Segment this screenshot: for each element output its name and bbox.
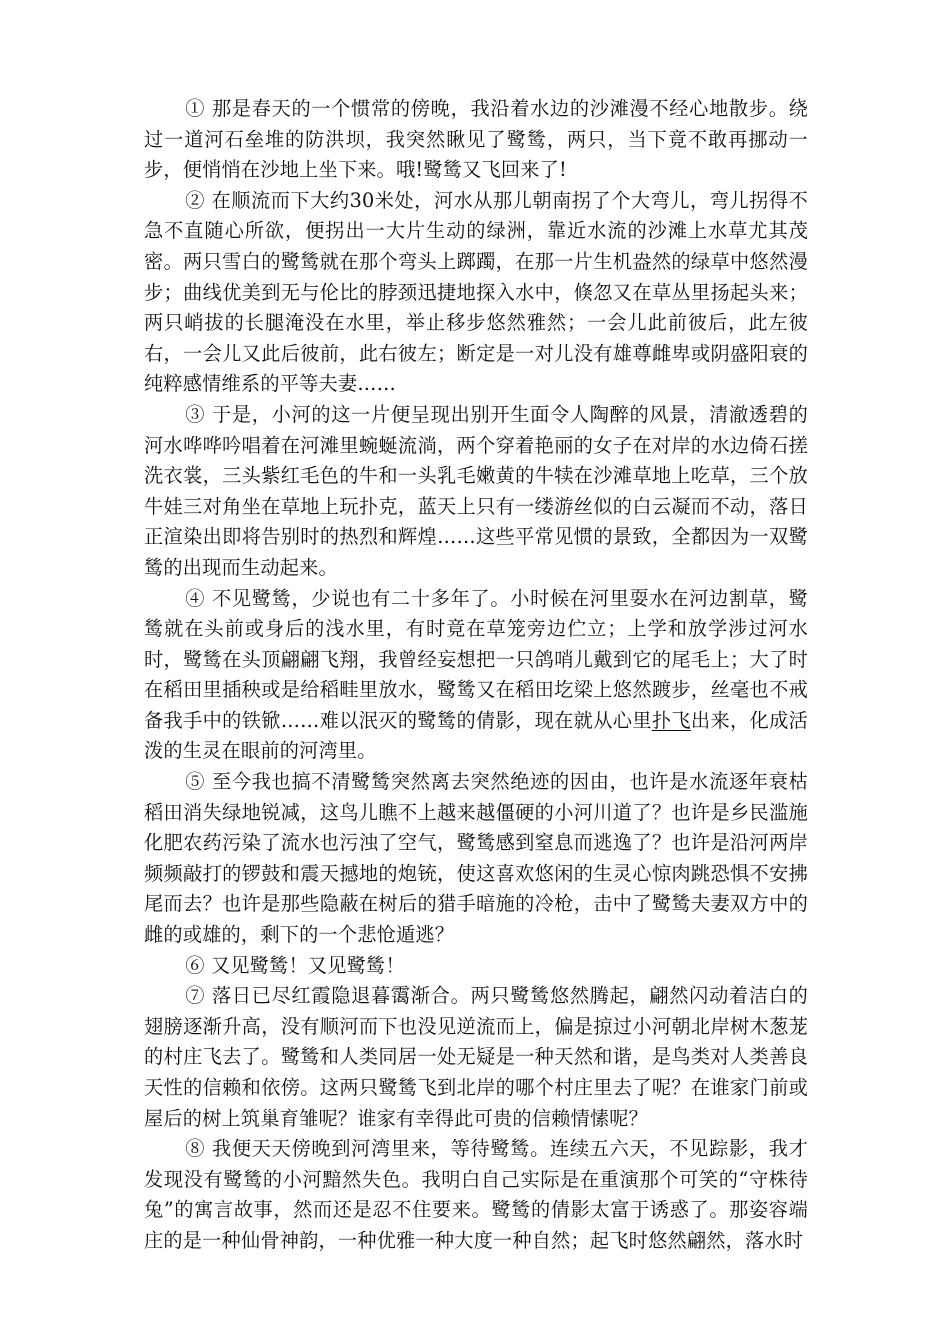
paragraph-4 xyxy=(144,584,808,768)
paragraph-6: ⑥ 又见鹭鸶！又见鹭鸶！ xyxy=(185,953,405,977)
paragraph-1: ① 那是春天的一个惯常的傍晚，我沿着水边的沙滩漫不经心地散步。绕过一道河石垒堆的防洪坝，我突然瞅见了鹭鸶，两只，当下竟不敢再挪动一步，便悄悄在沙地上坐下来。哦!鹭鸶又飞回来了! xyxy=(144,97,808,182)
paragraph-2: ② 在顺流而下大约30米处，河水从那儿朝南拐了个大弯儿，弯儿拐得不急不直随心所欲，便拐出一大片生动的绿洲，靠近水流的沙滩上水草尤其茂密。两只雪白的鹭鸶就在那个弯头上踯躅，在那一片生机盎然的绿草中悠然漫步；曲线优美到无与伦比的脖颈迅捷地探入水中，倏忽又在草丛里扬起头来；两只峭拔的长腿淹没在水里，举止移步悠然雅然；一会儿此前彼后，此左彼右，一会儿又此后彼前，此右彼左；断定是一对儿没有雄尊雌卑或阴盛阳衰的纯粹感情维系的平等夫妻…… xyxy=(144,188,808,396)
paragraph-3: ③ 于是，小河的这一片便呈现出别开生面令人陶醉的风景，清澈透碧的河水哗哗吟唱着在河滩里蜿蜒流淌，两个穿着艳丽的女子在对岸的水边倚石搓洗衣裳，三头紫红毛色的牛和一头乳毛嫩黄的牛犊在沙滩草地上吃草，三个放牛娃三对角坐在草地上玩扑克，蓝天上只有一缕游丝似的白云凝而不动，落日正渲染出即将告别时的热烈和辉煌……这些平常见惯的景致，全都因为一双鹭鸶的出现而生动起来。 xyxy=(144,402,808,579)
paragraph-5: ⑤ 至今我也搞不清鹭鸶突然离去突然绝迹的因由，也许是水流逐年衰枯稻田消失绿地锐减，这鸟儿瞧不上越来越僵硬的小河川道了？也许是乡民滥施化肥农药污染了流水也污浊了空气，鹭鸶感到窒息而逃逸了？也许是沿河两岸频频敲打的锣鼓和震天撼地的炮铳，使这喜欢悠闲的生灵心惊肉跳恐惧不安拂尾而去？也许是那些隐蔽在树后的猎手暗施的冷枪，击中了鹭鸶夫妻双方中的雌的或雄的，剩下的一个悲怆遁逃？ xyxy=(144,770,808,947)
paragraph-4-text-after: 出来，化成活泼的生灵在眼前的河湾里。 xyxy=(144,708,808,763)
paragraph-8: ⑧ 我便天天傍晚到河湾里来，等待鹭鸶。连续五六天，不见踪影，我才发现没有鹭鸶的小河黯然失色。我明白自己实际是在重演那个可笑的“守株待兔”的寓言故事，然而还是忍不住要来。鹭鸶的倩影太富于诱惑了。那姿容端庄的是一种仙骨神韵，一种优雅一种大度一种自然；起飞时悠然翩然，落水时 xyxy=(144,1137,808,1252)
underlined-word: 扑飞 xyxy=(651,708,691,732)
article-body xyxy=(144,94,808,1257)
paragraph-4-text-before: ④ 不见鹭鸶，少说也有二十多年了。小时候在河里耍水在河边割草，鹭鸶就在头前或身后的浅水里，有时竟在草笼旁边伫立；上学和放学涉过河水时，鹭鸶在头顶翩翩飞翔，我曾经妄想把一只鸽哨儿戴到它的尾毛上；大了时在稻田里插秧或是给稻畦里放水，鹭鸶又在稻田圪梁上悠然踱步，丝毫也不戒备我手中的铁锨……难以泯灭的鹭鸶的倩影，现在就从心里 xyxy=(144,586,808,732)
paragraph-7: ⑦ 落日已尽红霞隐退暮霭渐合。两只鹭鸶悠然腾起，翩然闪动着洁白的翅膀逐渐升高，没有顺河而下也没见逆流而上，偏是掠过小河朝北岸树木葱茏的村庄飞去了。鹭鸶和人类同居一处无疑是一种天然和谐，是鸟类对人类善良天性的信赖和依傍。这两只鹭鸶飞到北岸的哪个村庄里去了呢？在谁家门前或屋后的树上筑巢育雏呢？谁家有幸得此可贵的信赖情愫呢？ xyxy=(144,984,808,1130)
